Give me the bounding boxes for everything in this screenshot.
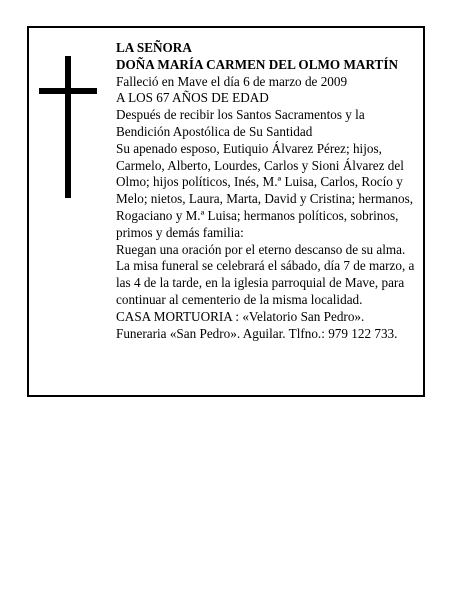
- death-line: Falleció en Mave el día 6 de marzo de 2009: [116, 73, 348, 89]
- cross-icon: [39, 56, 97, 198]
- notice-text: [116, 40, 421, 342]
- notice-title: LA SEÑORA: [116, 40, 192, 55]
- sacraments-paragraph: Después de recibir los Santos Sacramentos y la Bendición Apostólica de Su Santidad: [116, 107, 365, 139]
- cross-horizontal-bar: [39, 88, 97, 94]
- family-paragraph: Su apenado esposo, Eutiquio Álvarez Pérez; hijos, Carmelo, Alberto, Lourdes, Carlos y Sioni Álvarez del Olmo; hijos políticos, Inés, M.ª Luisa, Carlos, Rocío y Melo; nietos, Laura, Marta, David y Cristina; hermanos, Rogaciano y M.ª Luisa; hermanos políticos, sobrinos, primos y demás familia:: [116, 140, 414, 240]
- deceased-name: DOÑA MARÍA CARMEN DEL OLMO MARTÍN: [116, 56, 398, 72]
- mortuary-line: CASA MORTUORIA : «Velatorio San Pedro».: [116, 308, 365, 324]
- obituary-notice: [27, 26, 425, 397]
- age-line: A LOS 67 AÑOS DE EDAD: [116, 90, 269, 106]
- funeral-paragraph: La misa funeral se celebrará el sábado, día 7 de marzo, a las 4 de la tarde, en la iglesia parroquial de Mave, para continuar al cementerio de la misma localidad.: [116, 258, 415, 307]
- funeral-home-line: Funeraria «San Pedro». Aguilar. Tlfno.: 979 122 733.: [116, 325, 398, 341]
- cross-vertical-bar: [65, 56, 71, 198]
- prayer-paragraph: Ruegan una oración por el eterno descanso de su alma.: [116, 241, 406, 257]
